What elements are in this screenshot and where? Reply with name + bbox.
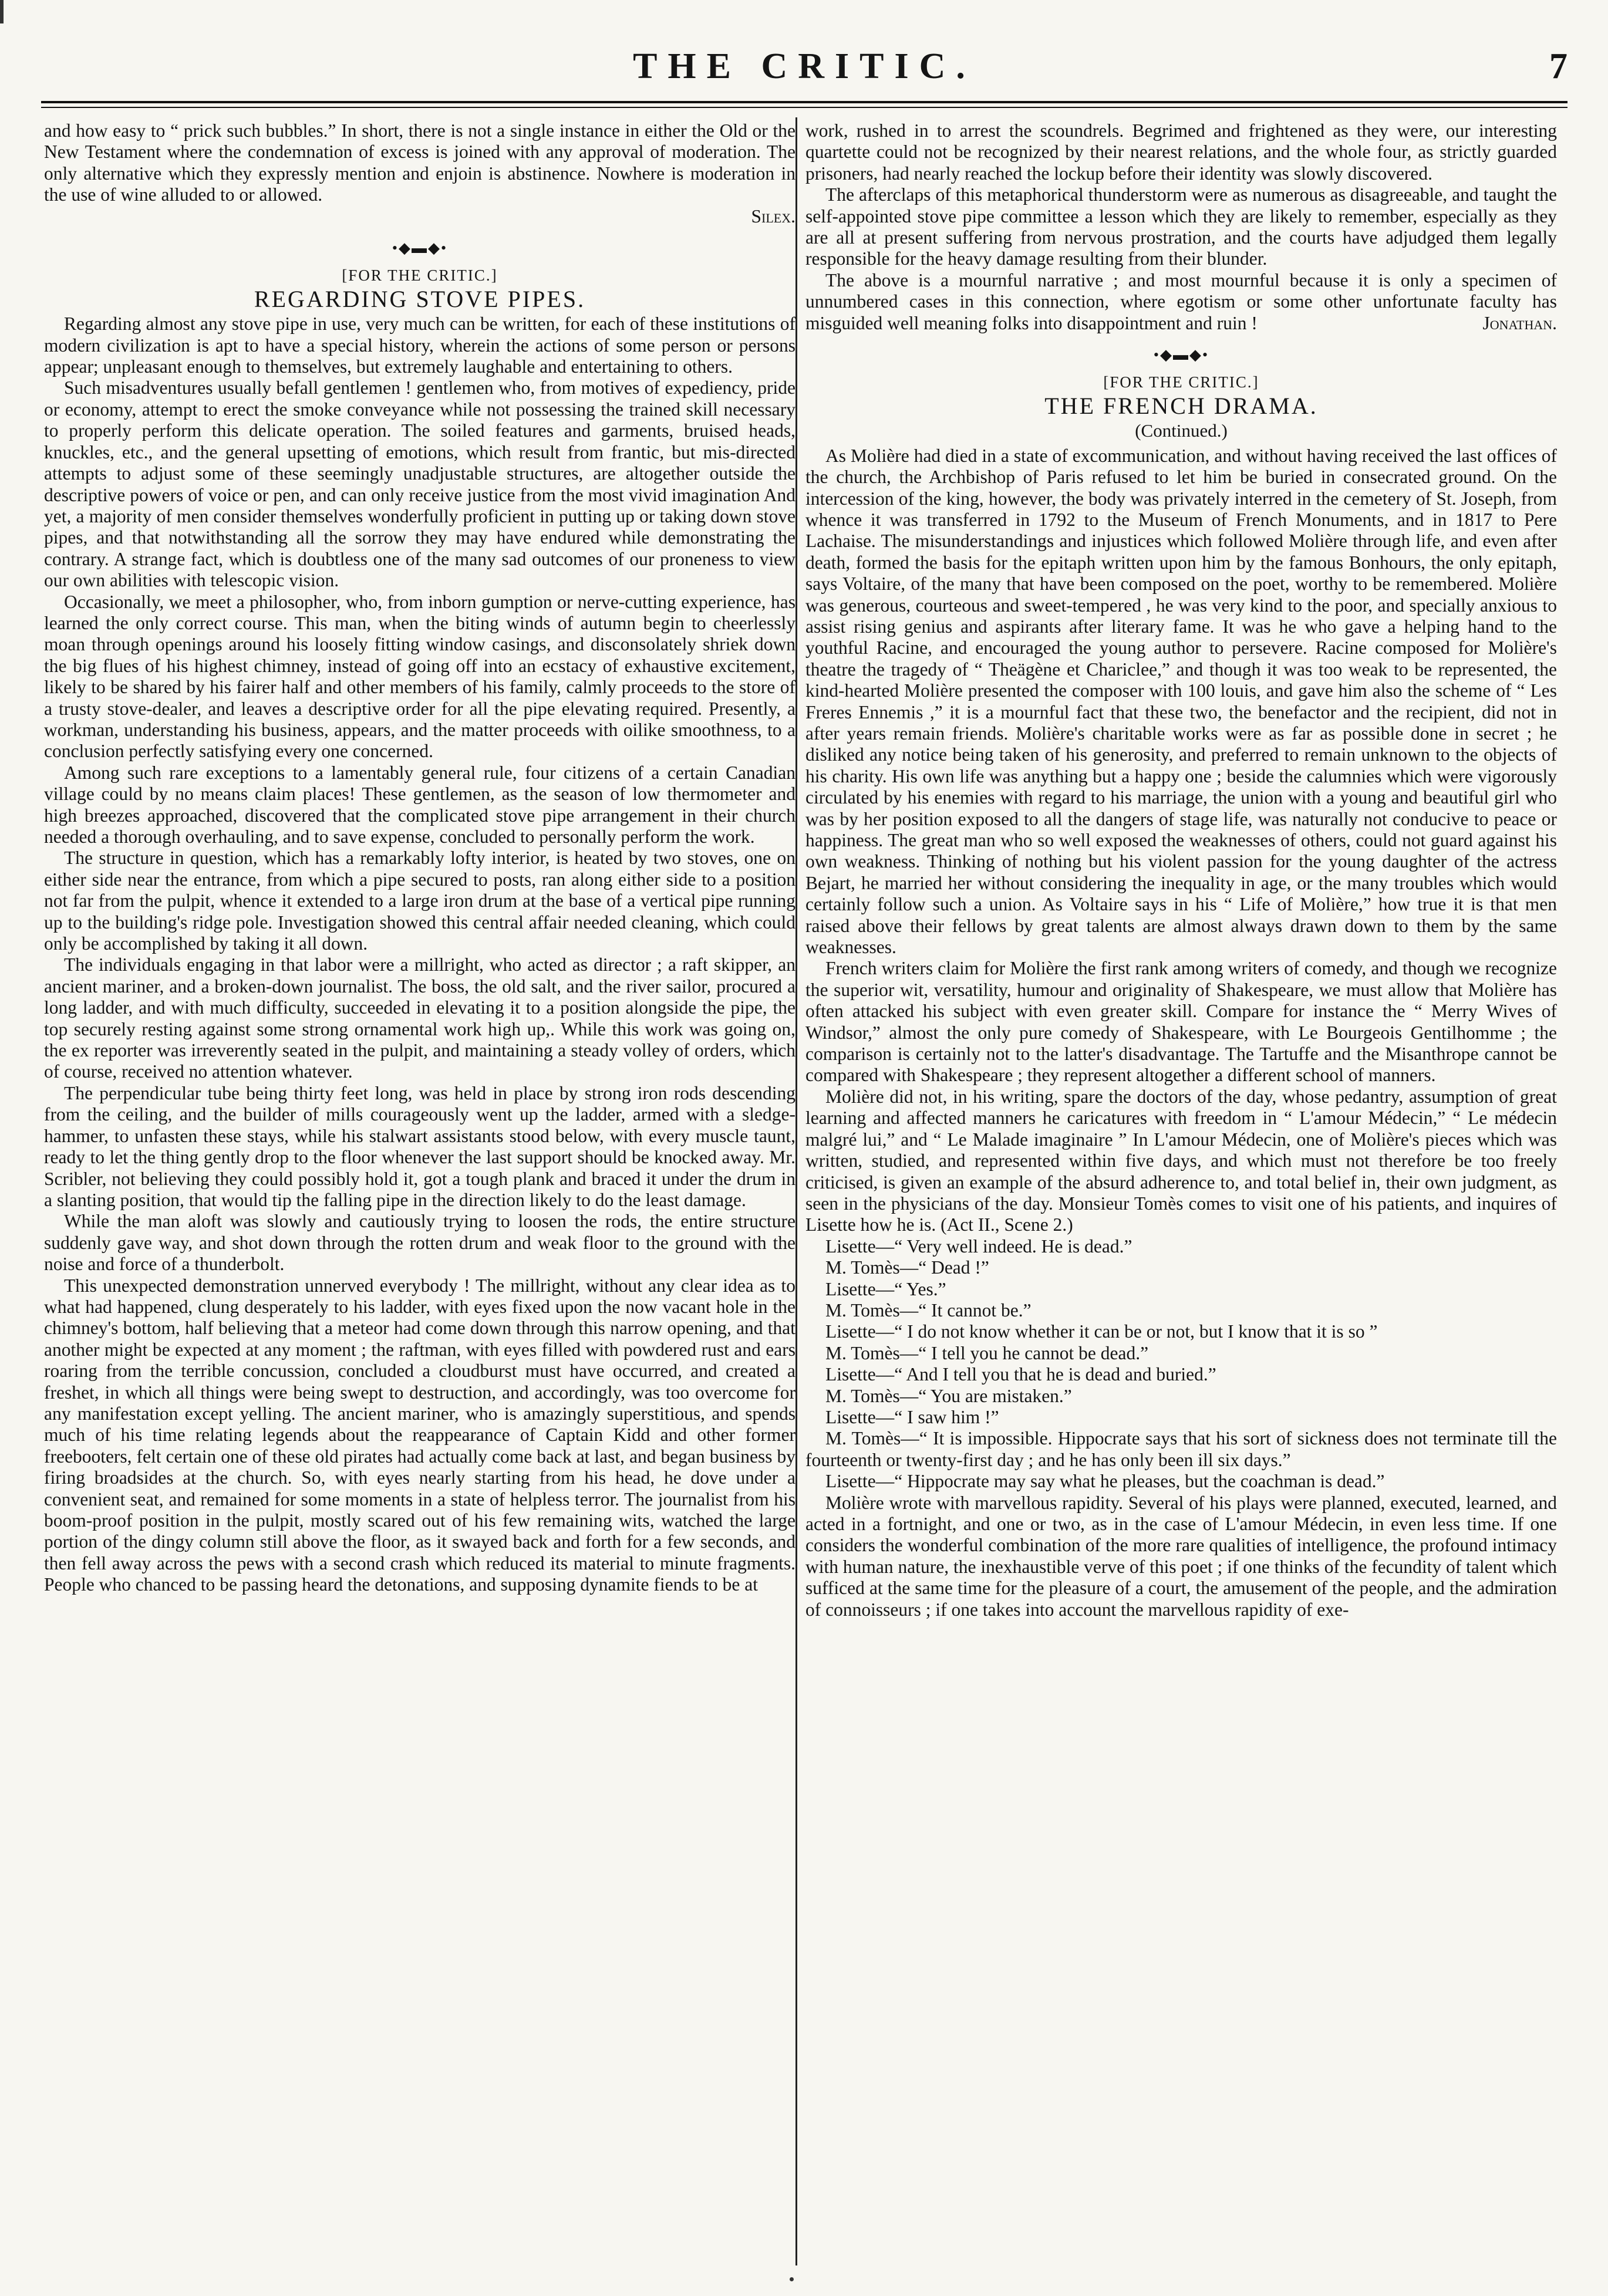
dialogue-line: Lisette—“ Yes.” xyxy=(825,1278,946,1299)
article-paragraph: Such misadventures usually befall gentlemen ! gentlemen who, from motives of expediency, pride or economy, attempt to erect the smoke conveyance while not possessing the trained skill necessary to properly perform this delicate operation. The soiled features and garments, bruised heads, knuckles, etc., and the general upsetting of emotions, which result from frantic, but mis-directed attempts to adjust some of these seemingly unadjustable structures, are altogether outside the descriptive powers of voice or pen, and can only receive justice from the most vivid imagination And yet, a majority of men consider themselves wonderfully proficient in putting up or taking down stove pipes, and that notwithstanding all the sorrow they may have endured while demonstrating the contrary. A strange fact, which is doubtless one of the many sad outcomes of our proneness to view our own abilities with telescopic vision. xyxy=(44,377,795,591)
page-speck xyxy=(790,2277,794,2281)
left-column xyxy=(44,120,795,2265)
section-divider: •◆▬◆• xyxy=(392,239,448,257)
column-divider xyxy=(795,117,797,2265)
dialogue-line: Lisette—“ I saw him !” xyxy=(825,1406,999,1427)
article-subheading: (Continued.) xyxy=(1135,420,1228,441)
article-paragraph xyxy=(805,270,1557,334)
dialogue-line: M. Tomès—“ I tell you he cannot be dead.” xyxy=(825,1342,1149,1363)
dialogue-line: Lisette—“ Very well indeed. He is dead.” xyxy=(825,1235,1132,1257)
article-paragraph: As Molière had died in a state of excommunication, and without having received the last offices of the church, the Archbishop of Paris refused to let him be buried in consecrated ground. On the intercession of the king, however, the body was privately interred in the cemetery of St. Joseph, from whence it was transferred in 1792 to the Museum of French Monuments, and in 1817 to Pere Lachaise. The misunderstandings and injustices which followed Molière through life, and even after death, formed the basis for the epitaph written upon him by the famous Bonhours, the only epitaph, says Voltaire, of the many that have been composed on the poet, worthy to be remembered. Molière was generous, courteous and sweet-tempered , he was very kind to the poor, and specially anxious to assist rising genius and aspirants after literary fame. It was he who gave a helping hand to the youthful Racine, and encouraged the young author to persevere. Racine composed for Molière's theatre the tragedy of “ Theägène et Chariclee,” and though it was too weak to be represented, the kind-hearted Molière presented the composer with 100 louis, and gave him also the scheme of “ Les Freres Ennemis ,” it is a mournful fact that these two, the benefactor and the recipient, did not in after years remain friends. Molière's charitable works were as far as possible done in secret ; he disliked any notice being taken of his generosity, and preferred to remain unknown to the objects of his charity. His own life was anything but a happy one ; beside the calumnies which were vigorously circulated by his enemies with regard to his marriage, the union with a young and beautiful girl who was by her position exposed to all the dangers of stage life, was naturally not conducive to peace or happiness. The great man who so well exposed the weaknesses of others, could not guard against his own weakness. Thinking of nothing but his violent passion for the young daughter of the actress Bejart, he married her without considering the inequality in age, or the many troubles which would certainly follow such a union. As Voltaire says in his “ Life of Molière,” how true it is that men raised above their fellows by great talents are almost always drawn down to them by the same weaknesses. xyxy=(805,445,1557,958)
article-paragraph: Occasionally, we meet a philosopher, who, from inborn gumption or nerve-cutting experience, has learned the only correct course. This man, when the biting winds of autumn begin to cheerlessly moan through openings around his loosely fitting window casings, and disconsolately shriek down the big flues of his highest chimney, instead of going off into an ecstacy of exhaustive excitement, likely to be shared by his fairer half and other members of his family, calmly proceeds to the store of a trusty stove-dealer, and leaves a descriptive order for all the pipe elevating required. Presently, a workman, understanding his business, appears, and the matter proceeds with oilike smoothness, to a conclusion perfectly satisfying every one concerned. xyxy=(44,591,795,762)
dialogue-line: Lisette—“ I do not know whether it can be or not, but I know that it is so ” xyxy=(825,1321,1378,1342)
article-paragraph: Molière did not, in his writing, spare the doctors of the day, whose pedantry, assumption of great learning and affected manners he caricatures with freedom in “ L'amour Médecin,” “ Le médecin malgré lui,” and “ Le Malade imaginaire ” In L'amour Médecin, one of Molière's pieces which was written, studied, and represented within five days, and which must not therefore be too freely criticised, is given an example of the absurd adherence to, and total belief in, their own judgment, as seen in the physicians of the day. Monsieur Tomès comes to visit one of his patients, and inquires of Lisette how he is. (Act II., Scene 2.) xyxy=(805,1086,1557,1235)
article-paragraph: Among such rare exceptions to a lamentably general rule, four citizens of a certain Canadian village could by no means claim places! These gentlemen, as the season of low thermometer and high breezes approached, discovered that the complicated stove pipe arrangement in their church needed a thorough overhauling, and to save expense, concluded to personally perform the work. xyxy=(44,762,795,847)
article-paragraph: While the man aloft was slowly and cautiously trying to loosen the rods, the entire structure suddenly gave way, and shot down through the rotten drum and weak floor to the ground with the noise and force of a thunderbolt. xyxy=(44,1211,795,1275)
header-rule-thick xyxy=(41,101,1567,103)
dialogue-line: M. Tomès—“ Dead !” xyxy=(825,1257,989,1278)
article-paragraph-text: The above is a mournful narrative ; and most mournful because it is only a specimen of unnumbered cases in this connection, where egotism or some other unfortunate faculty has misguided well meaning folks into disappointment and ruin ! xyxy=(805,269,1557,333)
masthead xyxy=(41,46,1567,102)
article-heading: REGARDING STOVE PIPES. xyxy=(254,285,586,312)
page-number: 7 xyxy=(1549,46,1567,86)
dialogue-line: M. Tomès—“ It is impossible. Hippocrate says that his sort of sickness does not terminate till the fourteenth or twenty-first day ; and he has only been ill six days.” xyxy=(805,1428,1557,1470)
dialogue-line: M. Tomès—“ It cannot be.” xyxy=(825,1299,1031,1321)
article-paragraph: Regarding almost any stove pipe in use, very much can be written, for each of these institutions of modern civilization is apt to have a special history, wherein the actions of some person or persons appear; unpleasant enough to themselves, but extremely laughable and entertaining to others. xyxy=(44,313,795,377)
article-paragraph: French writers claim for Molière the first rank among writers of comedy, and though we recognize the superior wit, versatility, humour and originality of Shakespeare, we must allow that Molière has often attacked his subject with even greater skill. Compare for instance the “ Merry Wives of Windsor,” almost the only pure comedy of Shakespeare, with Le Bourgeois Gentilhomme ; the comparison is certainly not to the latter's disadvantage. The Tartuffe and the Misanthrope cannot be compared with Shakespeare ; they represent altogether a different school of manners. xyxy=(805,958,1557,1086)
section-divider: •◆▬◆• xyxy=(1153,346,1209,364)
article-paragraph: The individuals engaging in that labor were a millright, who acted as director ; a raft skipper, an ancient mariner, and a broken-down journalist. The boss, the old salt, and the river sailor, procured a long ladder, and with much difficulty, succeeded in elevating it to a position alongside the pipe, the top securely resting against some strong ornamental work high up,. While this work was going on, the ex reporter was irreverently seated in the pulpit, and maintaining a steady volley of orders, which of course, received no attention whatever. xyxy=(44,954,795,1082)
for-the-critic-line: [FOR THE CRITIC.] xyxy=(1103,373,1259,391)
for-the-critic-line: [FOR THE CRITIC.] xyxy=(342,266,498,285)
continued-article-text: and how easy to “ prick such bubbles.” In short, there is not a single instance in either the Old or the New Testament where the condemnation of excess is joined with any approval of moderation. The only alternative which they expressly mention and enjoin is abstinence. Nowhere is moderation in the use of wine alluded to or allowed. xyxy=(44,120,795,205)
article-paragraph: The structure in question, which has a remarkably lofty interior, is heated by two stoves, one on either side near the entrance, from which a pipe secured to posts, ran along either side to a position not far from the pulpit, whence it extended to a large iron drum at the base of a vertical pipe running up to the building's ridge pole. Investigation showed this central affair needed cleaning, which could only be accomplished by taking it all down. xyxy=(44,848,795,954)
newspaper-title: THE CRITIC. xyxy=(633,46,976,86)
dialogue-line: Lisette—“ Hippocrate may say what he pleases, but the coachman is dead.” xyxy=(825,1471,1385,1492)
dialogue-block xyxy=(805,1236,1557,1493)
article-paragraph: This unexpected demonstration unnerved everybody ! The millright, without any clear idea as to what had happened, clung desperately to his ladder, with eyes fixed upon the now vacant hole in the chimney's bottom, half believing that a meteor had come down through this narrow opening, and that another might be expected at any moment ; the raftman, with eyes filled with powdered rust and ears roaring from the terrible concussion, concluded a cloudburst must have occurred, and created a freshet, in which all things were being swept to destruction, and accordingly, was too overcome for any manifestation except yelling. The ancient mariner, who is amazingly superstitious, and spends much of his time relating legends about the reappearance of Captain Kidd and other former freebooters, felt certain one of these old pirates had actually come back at last, and began business by firing broadsides at the church. So, with eyes nearly starting from his head, he dove under a convenient seat, and remained for some moments in a state of helpless terror. The journalist from his boom-proof position in the pulpit, mostly scared out of his few remaining wits, watched the large portion of the dingy column still above the floor, as it swayed back and forth for a few seconds, and then fell away across the pews with a second crash which reduced its material to minute fragments. People who chanced to be passing heard the detonations, and supposing dynamite fiends to be at xyxy=(44,1275,795,1595)
article-signature: Silex. xyxy=(751,205,795,227)
right-column xyxy=(805,120,1557,2265)
dialogue-line: Lisette—“ And I tell you that he is dead and buried.” xyxy=(825,1364,1216,1385)
header-rule-thin xyxy=(41,107,1567,108)
margin-mark xyxy=(0,0,4,23)
article-signature: Jonathan. xyxy=(1482,312,1557,333)
dialogue-line: M. Tomès—“ You are mistaken.” xyxy=(825,1385,1072,1406)
article-paragraph: The afterclaps of this metaphorical thunderstorm were as numerous as disagreeable, and taught the self-appointed stove pipe committee a lesson which they are likely to remember, especially as they are all at present suffering from nervous prostration, and the courts have adjudged them legally responsible for the heavy damage resulting from their blunder. xyxy=(805,184,1557,269)
article-paragraph: Molière wrote with marvellous rapidity. Several of his plays were planned, executed, learned, and acted in a fortnight, and one or two, as in the case of L'amour Médecin, in even less time. If one considers the wonderful combination of the more rare qualities of intelligence, the profound intimacy with human nature, the inexhaustible verve of this poet ; if one thinks of the fecundity of talent which sufficed at the same time for the pleasure of a court, the amusement of the people, and the admiration of connoisseurs ; if one takes into account the marvellous rapidity of exe- xyxy=(805,1492,1557,1620)
article-heading: THE FRENCH DRAMA. xyxy=(1044,392,1318,419)
article-paragraph: work, rushed in to arrest the scoundrels. Begrimed and frightened as they were, our interesting quartette could not be recognized by their nearest relations, and the whole four, as strictly guarded prisoners, had nearly reached the lockup before their identity was slowly discovered. xyxy=(805,120,1557,184)
article-paragraph: The perpendicular tube being thirty feet long, was held in place by strong iron rods descending from the ceiling, and the builder of mills courageously went up the ladder, armed with a sledge-hammer, to unfasten these stays, while his stalwart assistants stood below, with every muscle taunt, ready to let the thing gently drop to the floor whenever the last support should be knocked away. Mr. Scribler, not believing they could possibly hold it, got a tough plank and braced it under the drum in a slanting position, that would tip the falling pipe in the direction likely to do the least damage. xyxy=(44,1082,795,1210)
